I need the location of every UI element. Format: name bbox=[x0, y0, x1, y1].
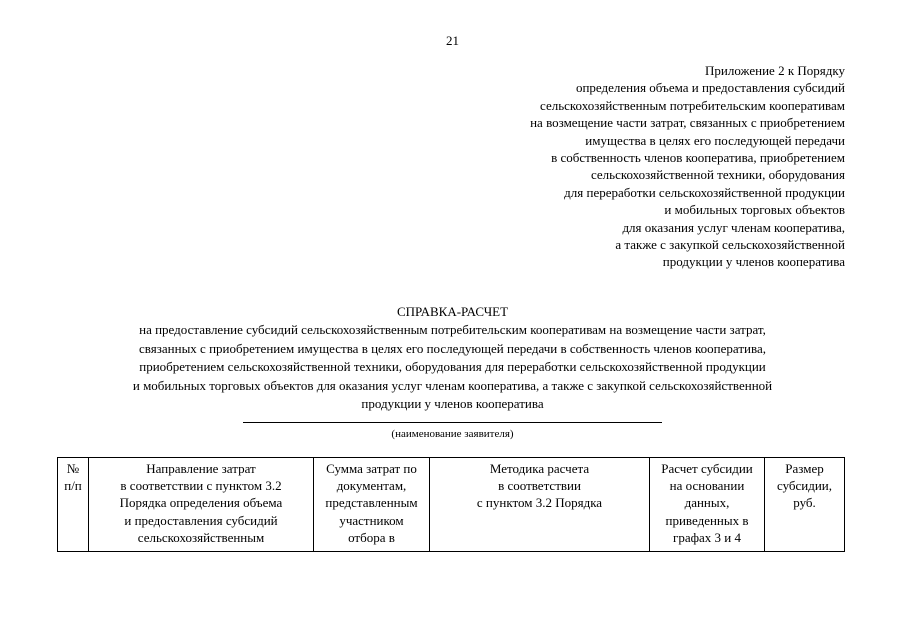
appendix-line: для переработки сельскохозяйственной продукции bbox=[564, 184, 845, 200]
applicant-name-line bbox=[243, 422, 662, 423]
header-cell-cost-direction: Направление затрат в соответствии с пунктом 3.2 Порядка определения объема и предоставления субсидий сельскохозяйственным bbox=[89, 458, 314, 552]
document-title: СПРАВКА-РАСЧЕТ bbox=[396, 304, 509, 319]
appendix-heading bbox=[530, 62, 845, 271]
header-cell-method: Методика расчета в соответствии с пунктом 3.2 Порядка bbox=[430, 458, 650, 552]
header-cell-cost-sum: Сумма затрат по документам, представленным участником отбора в bbox=[314, 458, 430, 552]
appendix-line: Приложение 2 к Порядку bbox=[705, 63, 845, 78]
table-header-row bbox=[58, 458, 845, 552]
appendix-line: а также с закупкой сельскохозяйственной bbox=[615, 237, 845, 253]
header-cell-number: № п/п bbox=[58, 458, 89, 552]
appendix-line: для оказания услуг членам кооператива, bbox=[622, 219, 845, 235]
appendix-line: имущества в целях его последующей передачи bbox=[585, 132, 845, 148]
appendix-line: сельскохозяйственной техники, оборудования bbox=[590, 167, 845, 183]
subtitle-line: приобретением сельскохозяйственной техники, оборудования для переработки сельскохозяйственной продукции bbox=[139, 359, 766, 375]
appendix-line: в собственность членов кооператива, приобретением bbox=[551, 150, 845, 166]
header-cell-subsidy-calculation: Расчет субсидии на основании данных, приведенных в графах 3 и 4 bbox=[650, 458, 765, 552]
page-number: 21 bbox=[446, 33, 459, 48]
appendix-line: определения объема и предоставления субсидий bbox=[575, 80, 845, 96]
document-subtitle bbox=[0, 321, 905, 414]
appendix-line: и мобильных торговых объектов bbox=[664, 202, 845, 218]
calculation-table bbox=[57, 457, 845, 552]
appendix-line: сельскохозяйственным потребительским кооперативам bbox=[540, 97, 845, 113]
subtitle-line: связанных с приобретением имущества в целях его последующей передачи в собственность членов кооператива, bbox=[139, 340, 766, 356]
applicant-caption: (наименование заявителя) bbox=[391, 428, 514, 440]
header-cell-subsidy-amount: Размер субсидии, руб. bbox=[765, 458, 845, 552]
subtitle-line: и мобильных торговых объектов для оказания услуг членам кооператива, а также с закупкой сельскохозяйственной bbox=[132, 377, 773, 393]
appendix-line: на возмещение части затрат, связанных с приобретением bbox=[530, 115, 845, 131]
subtitle-line: продукции у членов кооператива bbox=[361, 396, 544, 412]
subtitle-line: на предоставление субсидий сельскохозяйственным потребительским кооперативам на возмещение части затрат, bbox=[139, 322, 766, 337]
appendix-line: продукции у членов кооператива bbox=[662, 254, 845, 270]
